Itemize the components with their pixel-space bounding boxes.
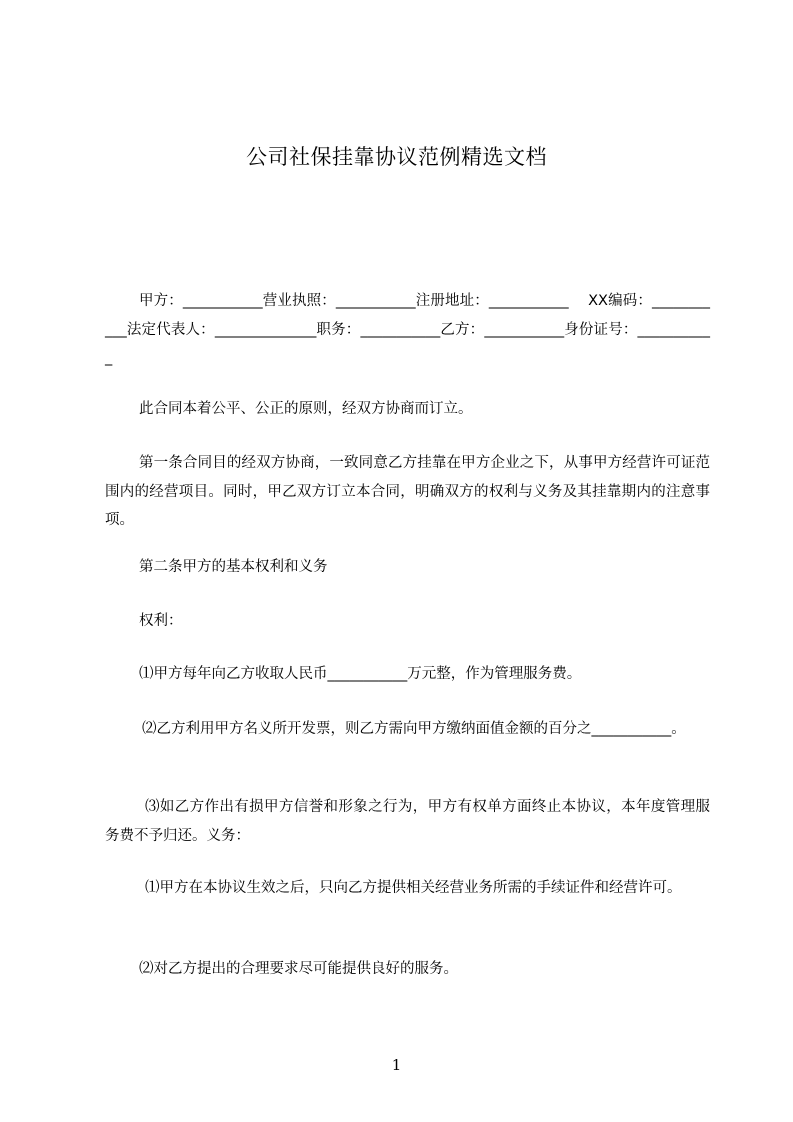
paragraph-right-2: ⑵乙方利用甲方名义所开发票，则乙方需向甲方缴纳面值金额的百分之___________。 (142, 721, 686, 737)
document-title: 公司社保挂靠协议范例精选文档 (246, 145, 547, 169)
paragraph-right-3: ⑶如乙方作出有损甲方信誉和形象之行为，甲方有权单方面终止本协议，本年度管理服务费不予归还。义务： (105, 799, 710, 844)
paragraph-duty-1: ⑴甲方在本协议生效之后，只向乙方提供相关经营业务所需的手续证件和经营许可。 (145, 880, 682, 896)
paragraph-principle: 此合同本着公平、公正的原则，经双方协商而订立。 (139, 401, 473, 417)
paragraph-article-2-heading: 第二条甲方的基本权利和义务 (139, 559, 328, 575)
paragraph-article-1: 第一条合同目的经双方协商，一致同意乙方挂靠在甲方企业之下，从事甲方经营许可证范围内的经营项目。同时，甲乙双方订立本合同，明确双方的权利与义务及其挂靠期内的注意事项。 (105, 455, 710, 528)
paragraph-rights-heading: 权利： (139, 613, 183, 629)
paragraph-duty-2: ⑵对乙方提出的合理要求尽可能提供良好的服务。 (139, 961, 458, 977)
parties-paragraph: 甲方：___________营业执照：___________注册地址：___________ XX编码：___________法定代表人：______________职务：___________乙方：___________身份证号：___________ (105, 293, 710, 366)
paragraph-right-1: ⑴甲方每年向乙方收取人民币___________万元整，作为管理服务费。 (139, 666, 582, 682)
page-number: 1 (391, 1056, 402, 1074)
